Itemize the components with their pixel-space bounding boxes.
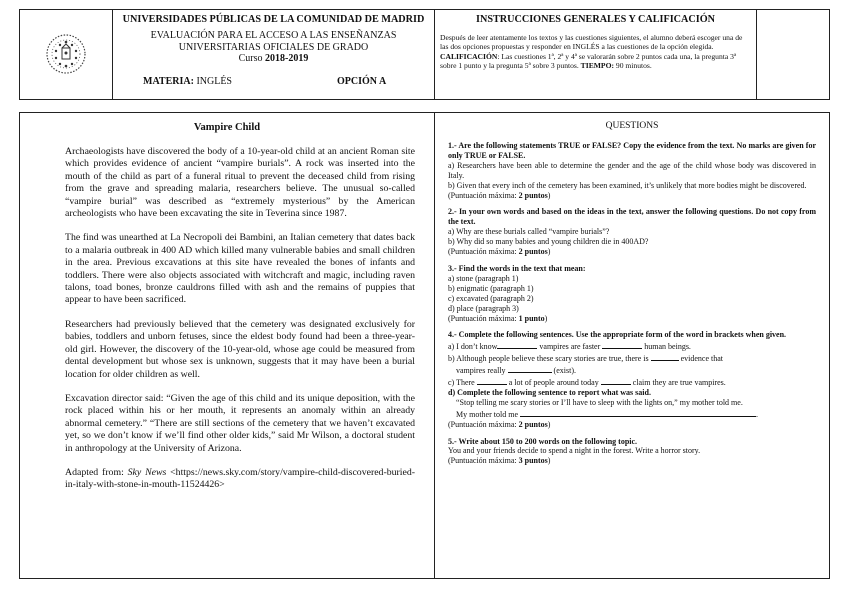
blank-field <box>601 376 631 385</box>
article-body <box>65 146 415 492</box>
blank-field <box>520 408 756 417</box>
question-3-score: (Puntuación máxima: 1 punto) <box>448 313 548 323</box>
tiempo-text: 90 minutos. <box>614 60 652 70</box>
instructions-paragraph: Después de leer atentamente los textos y las cuestiones siguientes, el alumno deberá escoger una de las dos opciones propuestas y responder en INGLÉS a las cuestiones de la opción elegida. <box>440 33 743 52</box>
article-source <box>65 467 415 492</box>
question-1-b: b) Given that every inch of the cemetery has been examined, it’s unlikely that more bodies might be discovered. <box>448 180 807 190</box>
blank-field <box>497 340 537 349</box>
blank-field <box>602 340 642 349</box>
calif-text: : Las cuestiones 1ª, 2ª y 4ª se valorarán sobre 2 puntos cada una, la pregunta 3ª sobre 1 punto y la pregunta 5ª sobre 3 puntos. <box>440 51 737 70</box>
question-2-a: a) Why are these burials called “vampire burials”? <box>448 227 610 237</box>
exam-title-cell <box>113 10 435 99</box>
question-4-score: (Puntuación máxima: 2 puntos) <box>448 419 551 429</box>
question-2-score: (Puntuación máxima: 2 puntos) <box>448 247 551 257</box>
empty-cell <box>757 10 829 99</box>
header-table <box>19 9 830 100</box>
questions-title: QUESTIONS <box>605 121 659 131</box>
instructions-text <box>440 33 751 70</box>
instructions-cell <box>435 10 757 99</box>
instructions-title: INSTRUCCIONES GENERALES Y CALIFICACIÓN <box>476 14 715 25</box>
question-5-score: (Puntuación máxima: 3 puntos) <box>448 456 551 466</box>
article-paragraph-1: Archaeologists have discovered the body of a 10-year-old child at an ancient Roman site which provides evidence of ancient “vampire burials”. A rock was inserted into the mouth of the child as part of a funeral ritual to prevent the deceased child from rising from the grave and spreading malaria, researchers believe. The unusual so-called “vampire burial” was described as “extremely mysterious” by the American archeologists who have been excavating the site in Teverina since 1987. <box>65 146 415 220</box>
article-column <box>20 113 435 578</box>
exam-line-2: UNIVERSITARIAS OFICIALES DE GRADO <box>178 42 369 53</box>
question-4-b-cont: vampires really (exist). <box>456 366 576 376</box>
article-paragraph-4: Excavation director said: “Given the age of this child and its unique deposition, with the rock placed within his or her mouth, it represents an anomaly within an already abnormal cemetery.” “There are still sections of the cemetery that we haven’t excavated yet, so we don’t know if we’ll find other older kids,” said Mr Wilson, a doctoral student in anthropology at the University of Arizona. <box>65 392 415 454</box>
questions-body <box>448 141 816 466</box>
question-1-title: 1.- Are the following statements TRUE or FALSE? Copy the evidence from the text. No marks are given for only TRUE or FALSE. <box>448 141 816 160</box>
course <box>113 53 434 65</box>
materia <box>143 76 232 87</box>
questions-column <box>435 113 829 578</box>
question-3-a: a) stone (paragraph 1) <box>448 273 519 283</box>
question-4-d-title: d) Complete the following sentence to report what was said. <box>448 387 651 397</box>
materia-label: MATERIA: <box>143 76 197 87</box>
opcion: OPCIÓN A <box>337 76 387 87</box>
course-label: Curso <box>238 53 266 64</box>
question-5-text: You and your friends decide to spend a night in the forest. Write a horror story. <box>448 446 701 456</box>
materia-value: INGLÉS <box>196 76 232 87</box>
question-4-d-quote: “Stop telling me scary stories or I’ll have to sleep with the lights on,” my mother told me. <box>456 397 743 407</box>
course-year: 2018-2019 <box>265 53 309 64</box>
question-3-d: d) place (paragraph 3) <box>448 303 519 313</box>
university-seal-icon <box>42 28 90 80</box>
question-2-b: b) Why did so many babies and young children die in 400AD? <box>448 237 649 247</box>
question-3-b: b) enigmatic (paragraph 1) <box>448 283 534 293</box>
adapted-url: <https://news.sky.com/story/vampire-child-discovered-buried-in-italy-with-stone-in-mouth-11524426> <box>65 466 416 491</box>
question-4-c: c) There a lot of people around today claim they are true vampires. <box>448 378 726 388</box>
adapted-source: Sky News <box>127 466 167 478</box>
question-4-b: b) Although people believe these scary stories are true, there is evidence that <box>448 354 724 364</box>
article-paragraph-2: The find was unearthed at La Necropoli dei Bambini, an Italian cemetery that dates back to a malaria outbreak in 400 AD which killed many vulnerable babies and small children in the area. Previous excavations at this site have revealed the bones of infants and toddlers. There were also objects associated with witchcraft and magic, including raven talons, toad bones, bronze cauldrons filled with ash and the remains of puppies that appear to have been sacrificed. <box>65 232 415 306</box>
adapted-label: Adapted from: <box>65 466 128 478</box>
blank-field <box>508 364 552 373</box>
calif-label: CALIFICACIÓN <box>440 51 498 61</box>
question-1-score: (Puntuación máxima: 2 puntos) <box>448 190 551 200</box>
question-5-title: 5.- Write about 150 to 200 words on the following topic. <box>448 436 638 446</box>
question-4-d-line: My mother told me . <box>456 409 758 419</box>
question-4-a: a) I don’t know vampires are faster human beings. <box>448 342 691 352</box>
blank-field <box>651 352 679 361</box>
question-1-a: a) Researchers have been able to determine the gender and the age of the child whose body was discovered in Italy. <box>448 160 816 180</box>
exam-line-1: EVALUACIÓN PARA EL ACCESO A LAS ENSEÑANZAS <box>150 30 397 41</box>
article-paragraph-3: Researchers had previously believed that the cemetery was designated exclusively for babies, toddlers and unborn fetuses, since the eldest body found had been a three-year-old girl. However, the discovery of the 10-year-old, whose age could be measured from dental development but whose sex is unknown, suggests that it may have been a burial location for older children as well. <box>65 318 415 380</box>
university-name: UNIVERSIDADES PÚBLICAS DE LA COMUNIDAD DE MADRID <box>122 14 425 25</box>
question-3-c: c) excavated (paragraph 2) <box>448 293 534 303</box>
question-2-title: 2.- In your own words and based on the ideas in the text, answer the following questions. Do not copy from the text. <box>448 207 816 227</box>
blank-field <box>477 376 507 385</box>
question-3-title: 3.- Find the words in the text that mean: <box>448 263 586 273</box>
question-4-title: 4.- Complete the following sentences. Use the appropriate form of the word in brackets when given. <box>448 330 787 340</box>
calificacion-paragraph <box>440 52 751 71</box>
main-table <box>19 112 830 579</box>
logo-cell <box>20 10 113 99</box>
tiempo-label: TIEMPO: <box>580 60 614 70</box>
article-title: Vampire Child <box>193 122 261 133</box>
